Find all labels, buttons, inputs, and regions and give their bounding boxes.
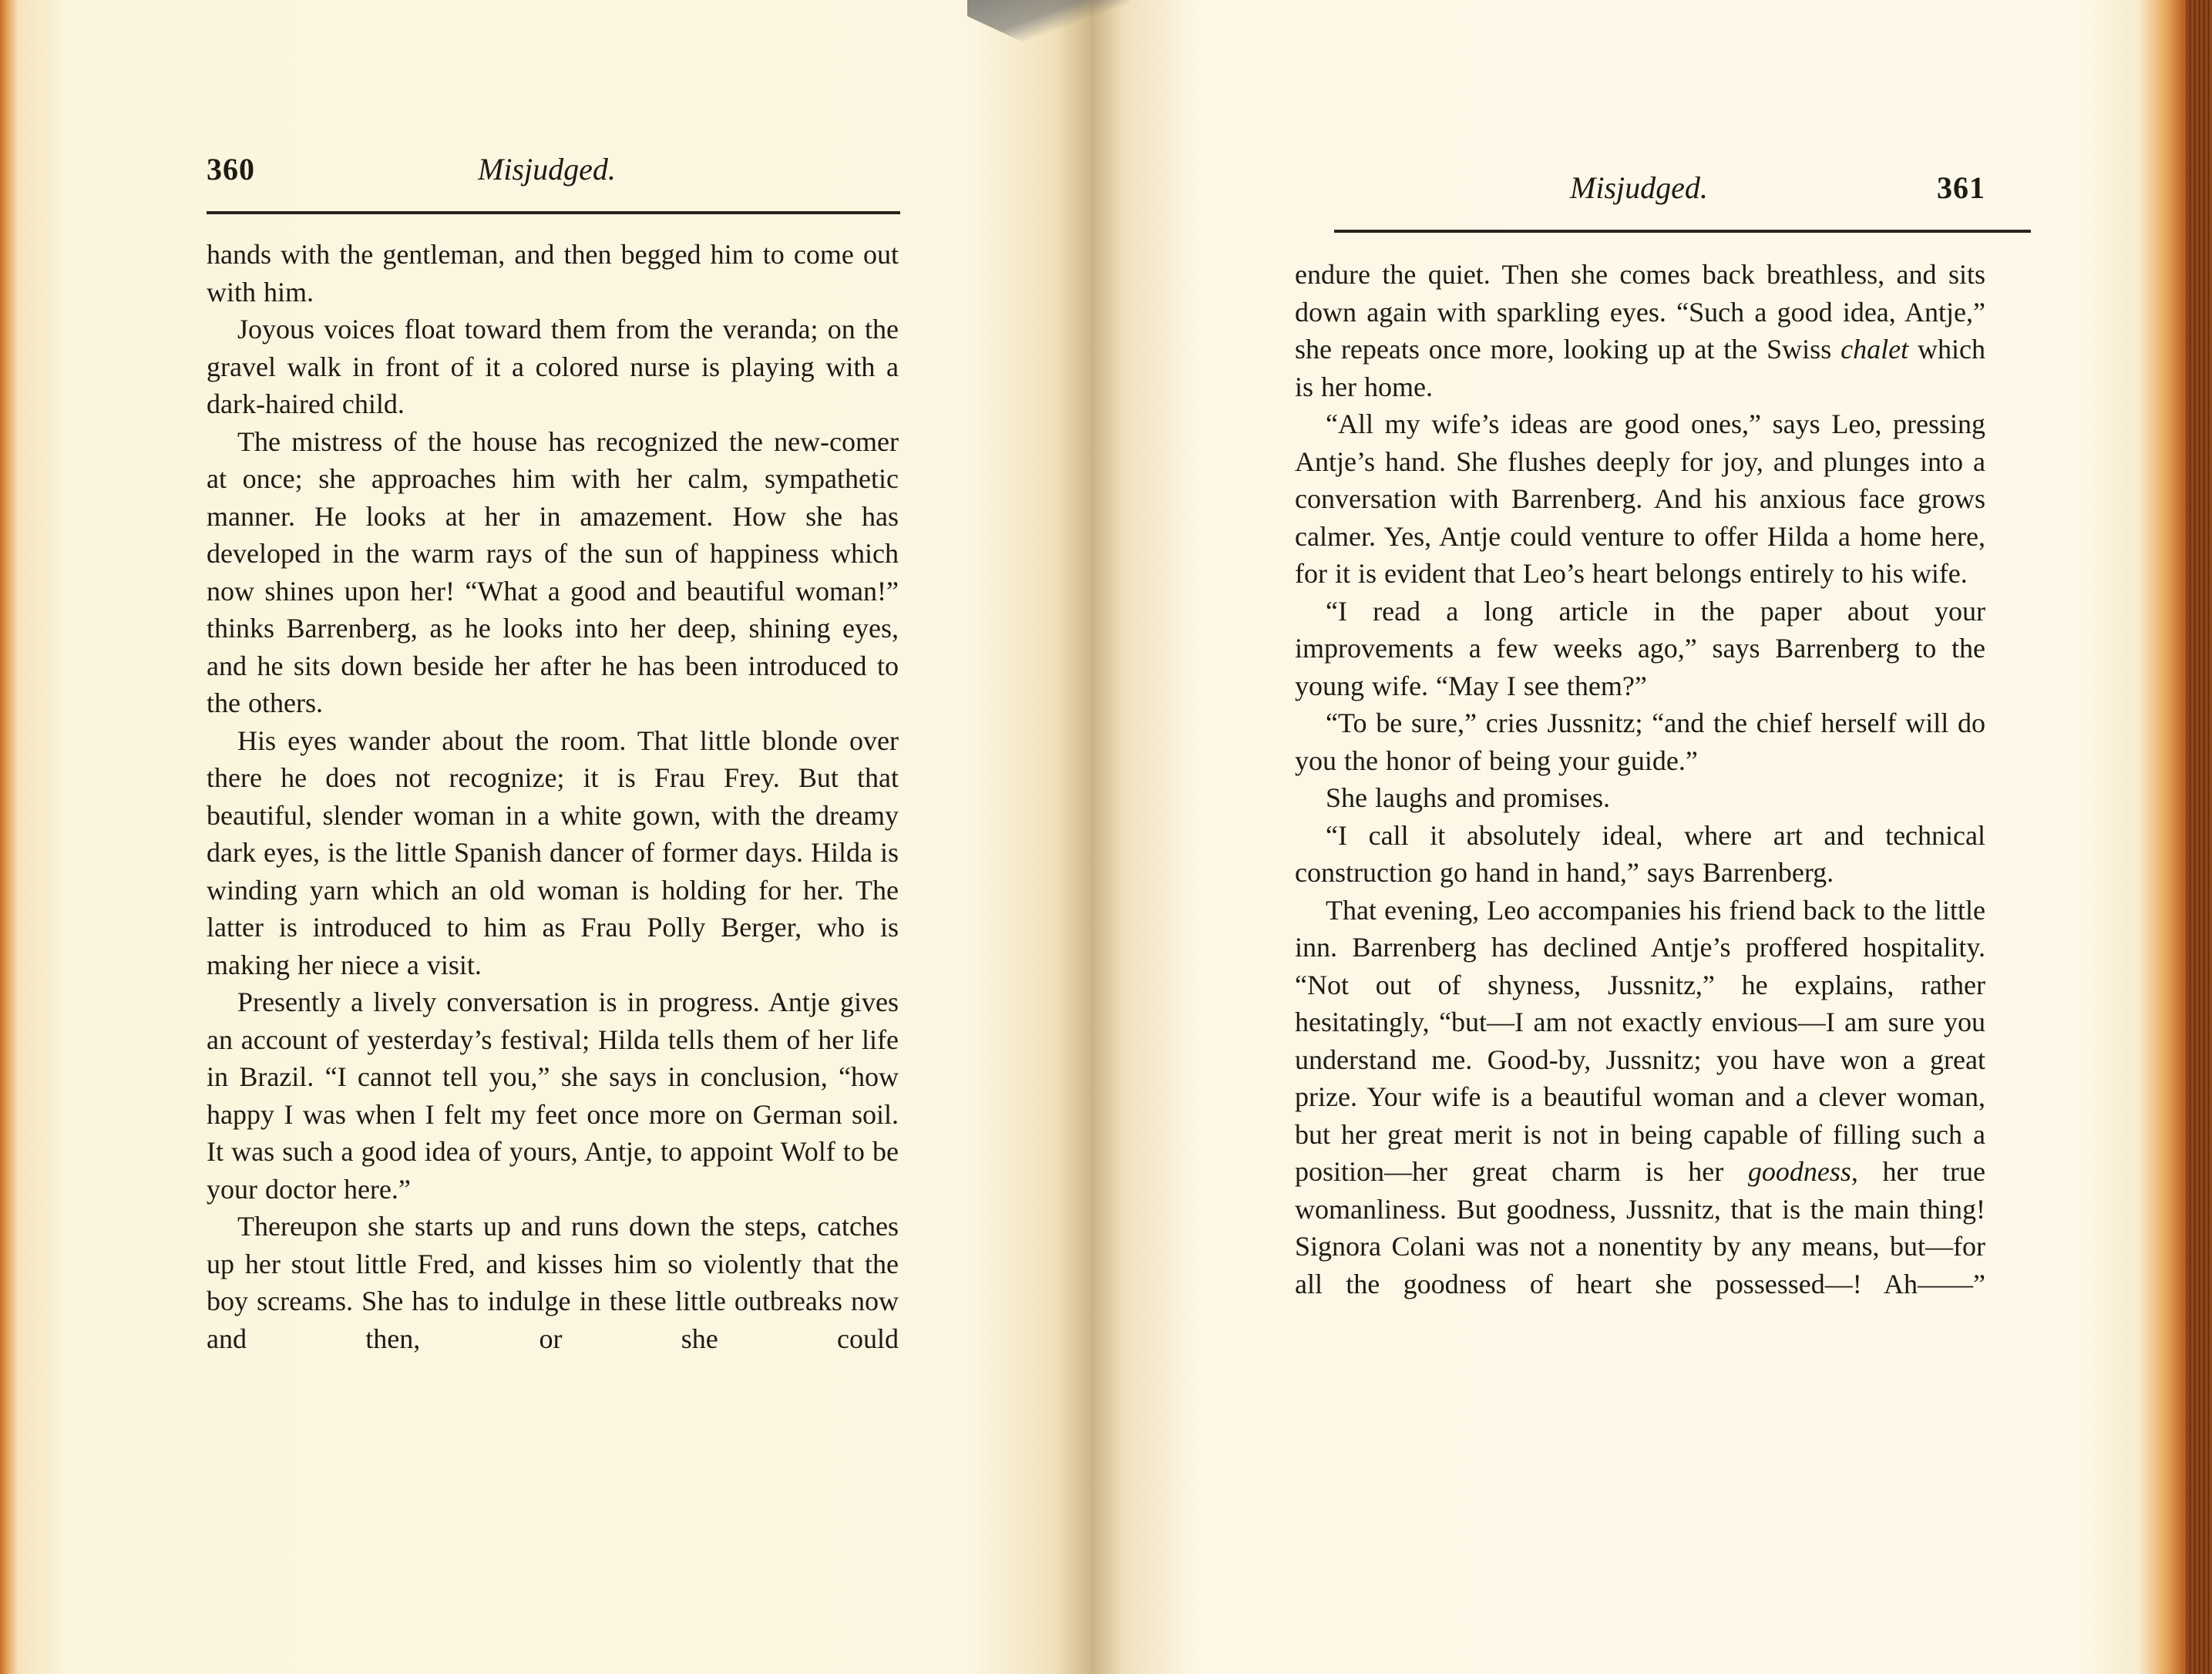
- right-paragraph: [1295, 892, 1985, 1303]
- left-paragraph: hands with the gentleman, and then begged him to come out with him.: [207, 239, 899, 308]
- page-edges: [2186, 0, 2212, 1674]
- right-paragraph: [1295, 779, 1985, 817]
- left-paragraph: Presently a lively conversation is in progress. Antje gives an account of yesterday’s festival; Hilda tells them of her life in Brazil. “I cannot tell you,” she says in conclusion, “how happy I was when I felt my feet once more on German soil. It was such a good idea of yours, Antje, to appoint Wolf to be your doctor here.”: [207, 987, 899, 1205]
- right-paragraph: [1295, 817, 1985, 892]
- left-paragraph: His eyes wander about the room. That little blonde over there he does not recognize; it is Frau Frey. But that beautiful, slender woman in a white gown, with the dreamy dark eyes, is the little Spanish dancer of former days. Hilda is winding yarn which an old woman is holding for her. The latter is introduced to him as Frau Polly Berger, who is making her niece a visit.: [207, 724, 899, 980]
- text-run: which is her home.: [1295, 334, 1985, 402]
- left-header-rule: [207, 211, 900, 214]
- right-paragraph: [1295, 256, 1985, 405]
- text-run: , her true womanliness. But goodness, Jussnitz, that is the main thing! Signora Colani was not a nonentity by any means, but—for all the goodness of heart she possessed—! Ah——”: [1295, 1156, 1985, 1299]
- right-page-number: 361: [1937, 170, 1985, 205]
- italic-word: chalet: [1841, 334, 1909, 365]
- text-run: That evening, Leo accompanies his friend back to the little inn. Barrenberg has declined Antje’s proffered hospitality. “Not out of shyness, Jussnitz,” he explains, rather hesitatingly, “but—I am not exactly envious—I am sure you understand me. Good-by, Jussnitz; you have won a great prize. Your wife is a beautiful woman and a clever woman, but her great merit is not in being capable of filling such a position—her great charm is her: [1295, 894, 1985, 1187]
- left-paragraph: Thereupon she starts up and runs down the steps, catches up her stout little Fred, and kisses him so violently that the boy screams. She has to indulge in these little outbreaks now and then, or she could: [207, 1211, 899, 1354]
- left-page: [0, 0, 1091, 1674]
- left-paragraph: Joyous voices float toward them from the veranda; on the gravel walk in front of it a colored nurse is playing with a dark-haired child.: [207, 314, 899, 419]
- right-paragraph: [1295, 704, 1985, 779]
- left-body-text: [207, 236, 899, 1357]
- right-header-rule: [1334, 230, 2031, 233]
- left-page-number: 360: [207, 152, 255, 187]
- text-run: “I call it absolutely ideal, where art and technical construction go hand in hand,” says Barrenberg.: [1295, 819, 1985, 888]
- text-run: endure the quiet. Then she comes back breathless, and sits down again with sparkling eyes. “Such a good idea, Antje,” she repeats once more, looking up at the Swiss: [1295, 259, 1985, 365]
- italic-word: goodness: [1747, 1156, 1851, 1187]
- text-run: She laughs and promises.: [1326, 782, 1610, 813]
- left-paragraph: The mistress of the house has recognized the new-comer at once; she approaches him with her calm, sympathetic manner. He looks at her in amazement. How she has developed in the warm rays of the sun of happiness which now shines upon her! “What a good and beautiful woman!” thinks Barrenberg, as he looks into her deep, shining eyes, and he sits down beside her after he has been introduced to the others.: [207, 425, 899, 718]
- right-body-text: [1295, 256, 1985, 1303]
- left-running-title: Misjudged.: [478, 152, 616, 187]
- right-paragraph: [1295, 405, 1985, 593]
- right-running-title: Misjudged.: [1570, 170, 1708, 205]
- right-paragraph: [1295, 593, 1985, 705]
- text-run: “To be sure,” cries Jussnitz; “and the chief herself will do you the honor of being your guide.”: [1295, 708, 1985, 776]
- text-run: “I read a long article in the paper about your improvements a few weeks ago,” says Barrenberg to the young wife. “May I see them?”: [1295, 595, 1985, 701]
- text-run: “All my wife’s ideas are good ones,” says Leo, pressing Antje’s hand. She flushes deeply for joy, and plunges into a conversation with Barrenberg. And his anxious face grows calmer. Yes, Antje could venture to offer Hilda a home here, for it is evident that Leo’s heart belongs entirely to his wife.: [1295, 408, 1985, 589]
